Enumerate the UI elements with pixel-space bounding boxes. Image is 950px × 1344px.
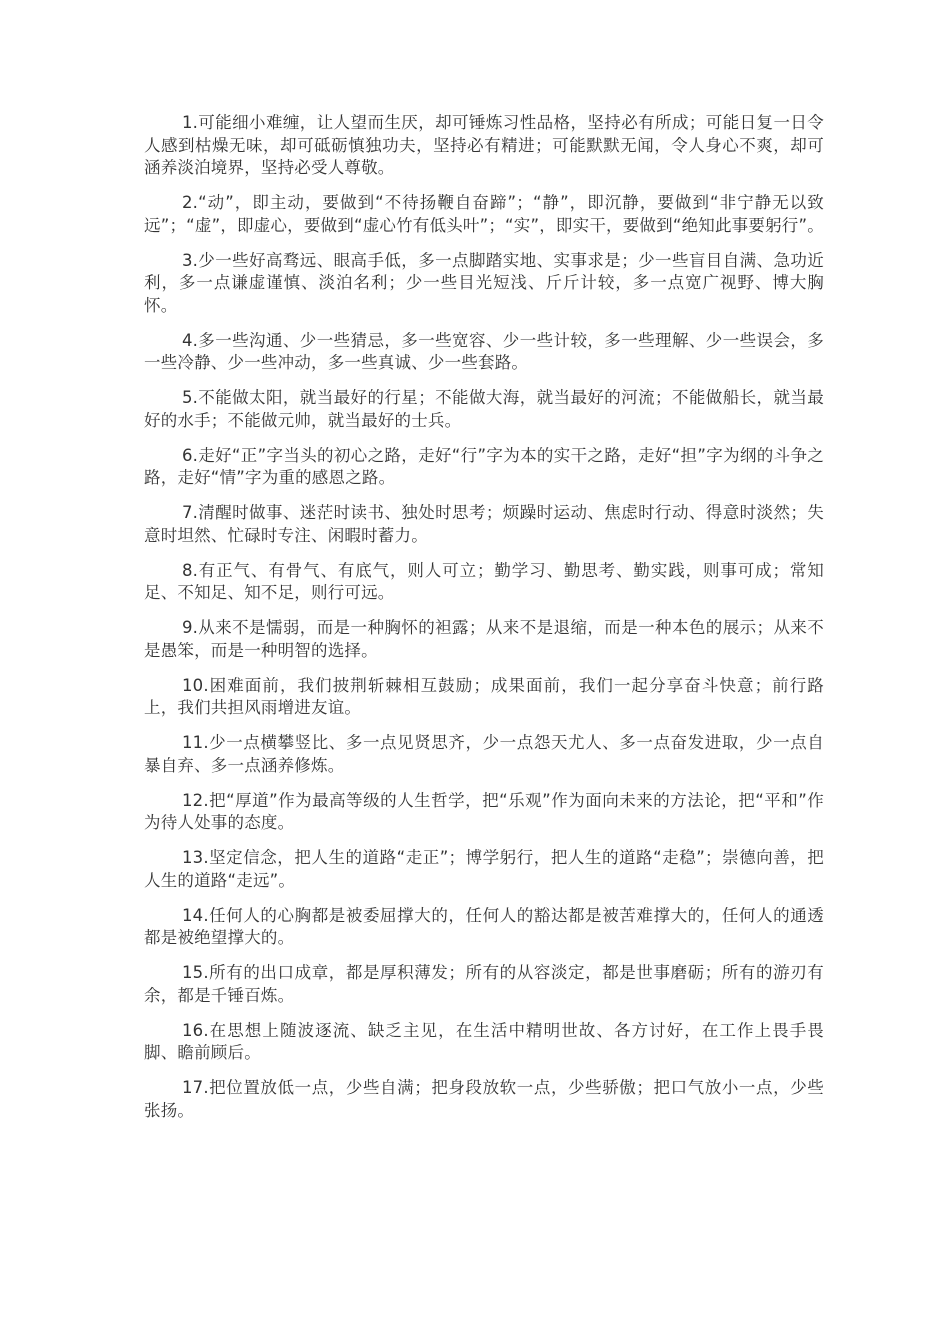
paragraph-12: 12.把“厚道”作为最高等级的人生哲学，把“乐观”作为面向未来的方法论，把“平和”作为待人处事的态度。 <box>144 790 824 832</box>
paragraph-8: 8.有正气、有骨气、有底气，则人可立；勤学习、勤思考、勤实践，则事可成；常知足、不知足、知不足，则行可远。 <box>144 560 824 602</box>
paragraph-10: 10.困难面前，我们披荆斩棘相互鼓励；成果面前，我们一起分享奋斗快意；前行路上，我们共担风雨增进友谊。 <box>144 675 824 717</box>
paragraph-5: 5.不能做太阳，就当最好的行星；不能做大海，就当最好的河流；不能做船长，就当最好的水手；不能做元帅，就当最好的士兵。 <box>144 388 824 430</box>
paragraph-11: 11.少一点横攀竖比、多一点见贤思齐，少一点怨天尤人、多一点奋发进取，少一点自暴自弃、多一点涵养修炼。 <box>144 733 824 775</box>
paragraph-14: 14.任何人的心胸都是被委屈撑大的，任何人的豁达都是被苦难撑大的，任何人的通透都是被绝望撑大的。 <box>144 905 824 947</box>
paragraph-9: 9.从来不是懦弱，而是一种胸怀的袒露；从来不是退缩，而是一种本色的展示；从来不是愚笨，而是一种明智的选择。 <box>144 618 824 660</box>
paragraph-17: 17.把位置放低一点，少些自满；把身段放软一点，少些骄傲；把口气放小一点，少些张扬。 <box>144 1078 824 1120</box>
paragraph-13: 13.坚定信念，把人生的道路“走正”；博学躬行，把人生的道路“走稳”；崇德向善，把人生的道路“走远”。 <box>144 848 824 890</box>
paragraph-4: 4.多一些沟通、少一些猜忌，多一些宽容、少一些计较，多一些理解、少一些误会，多一些冷静、少一些冲动，多一些真诚、少一些套路。 <box>144 330 824 372</box>
paragraph-6: 6.走好“正”字当头的初心之路，走好“行”字为本的实干之路，走好“担”字为纲的斗争之路，走好“情”字为重的感恩之路。 <box>144 445 824 487</box>
paragraph-3: 3.少一些好高骛远、眼高手低，多一点脚踏实地、实事求是；少一些盲目自满、急功近利，多一点谦虚谨慎、淡泊名利；少一些目光短浅、斤斤计较，多一点宽广视野、博大胸怀。 <box>144 250 824 315</box>
paragraph-1: 1.可能细小难缠，让人望而生厌，却可锤炼习性品格，坚持必有所成；可能日复一日令人感到枯燥无味，却可砥砺慎独功夫，坚持必有精进；可能默默无闻，令人身心不爽，却可涵养淡泊境界，坚持必受人尊敬。 <box>144 113 824 177</box>
paragraph-2: 2.“动”，即主动，要做到“不待扬鞭自奋蹄”；“静”，即沉静，要做到“非宁静无以致远”；“虚”，即虚心，要做到“虚心竹有低头叶”；“实”，即实干，要做到“绝知此事要躬行”。 <box>144 193 824 235</box>
paragraph-16: 16.在思想上随波逐流、缺乏主见，在生活中精明世故、各方讨好，在工作上畏手畏脚、瞻前顾后。 <box>144 1020 824 1062</box>
paragraph-15: 15.所有的出口成章，都是厚积薄发；所有的从容淡定，都是世事磨砺；所有的游刃有余，都是千锤百炼。 <box>144 963 824 1005</box>
document-body <box>144 112 824 1135</box>
paragraph-7: 7.清醒时做事、迷茫时读书、独处时思考；烦躁时运动、焦虑时行动、得意时淡然；失意时坦然、忙碌时专注、闲暇时蓄力。 <box>144 503 824 545</box>
